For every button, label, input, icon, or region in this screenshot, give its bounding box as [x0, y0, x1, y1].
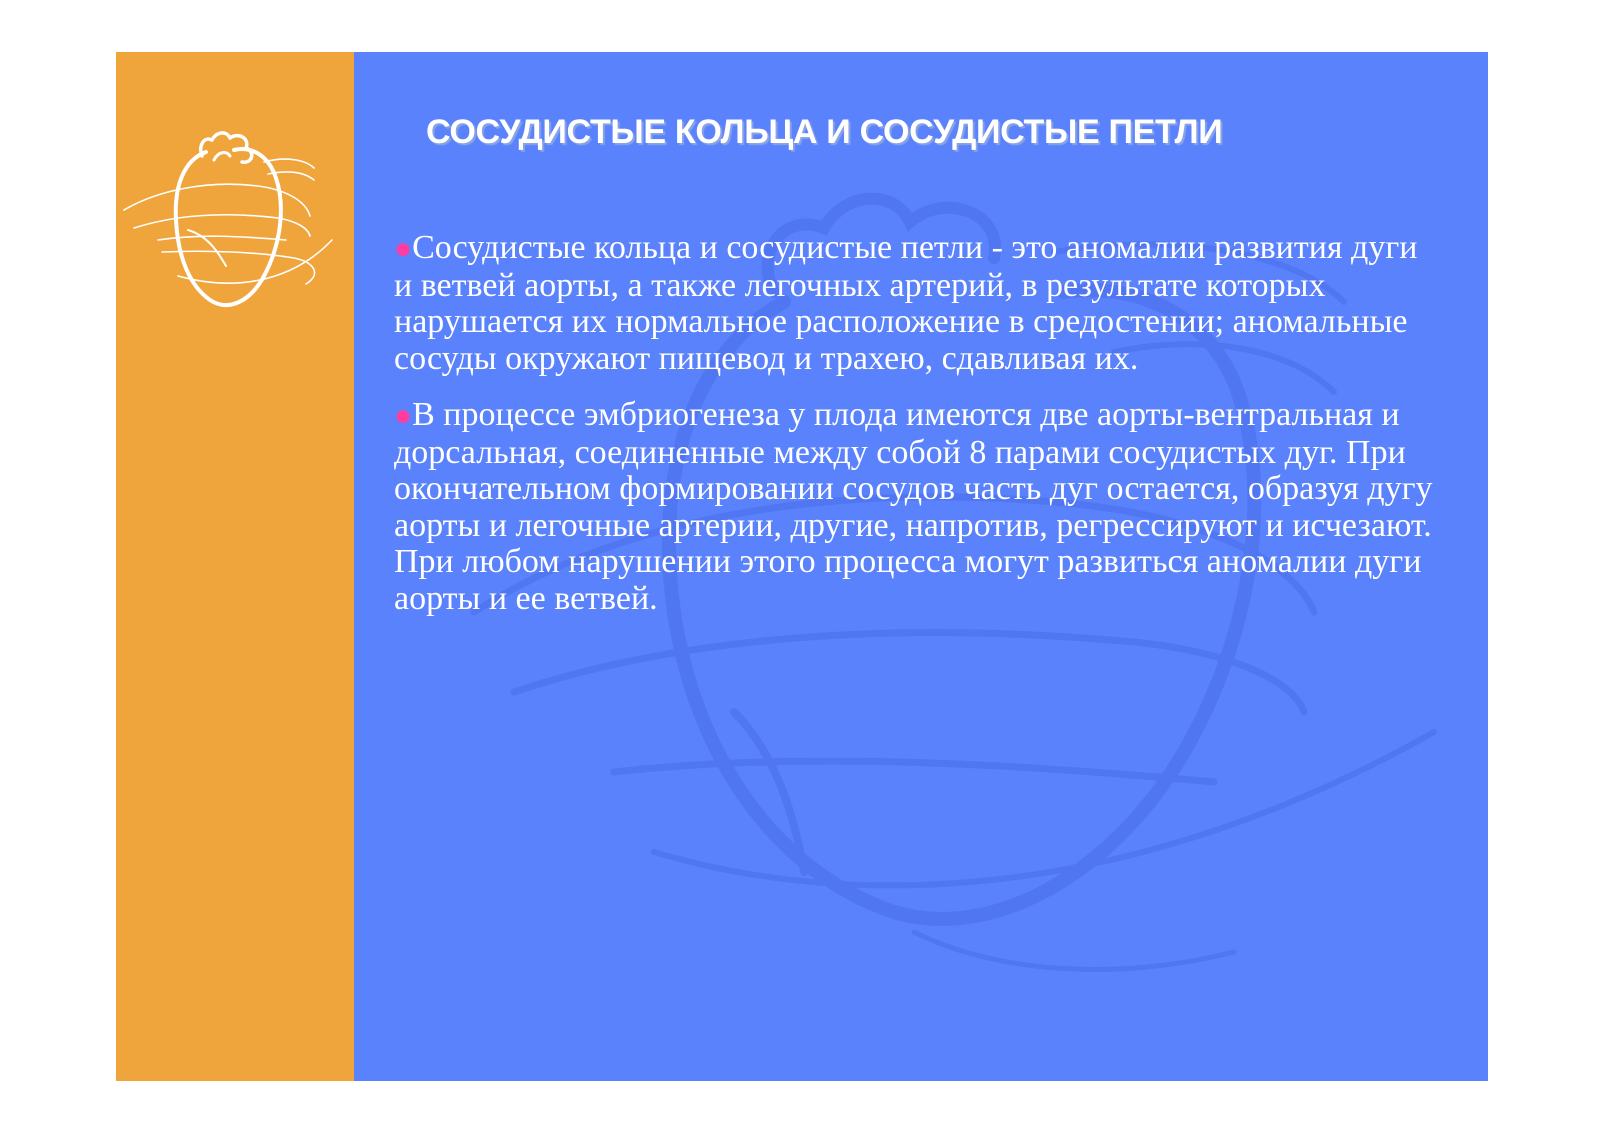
slide-title: СОСУДИСТЫЕ КОЛЬЦА И СОСУДИСТЫЕ ПЕТЛИ: [426, 113, 1223, 151]
side-panel: [116, 52, 354, 1081]
paragraph-1: [394, 230, 1434, 377]
paragraph-2-text: В процессе эмбриогенеза у плода имеются две аорты-вентральная и дорсальная, соединенные между собой 8 парами сосудистых дуг. При окончательном формировании сосудов часть дуг остается, образуя дугу аорты и легочные артерии, другие, напротив, регрессируют и исчезают. При любом нарушении этого процесса могут развиться аномалии дуги аорты и ее ветвей.: [394, 396, 1433, 617]
paragraph-2: [394, 397, 1434, 617]
slide: [116, 52, 1488, 1081]
slide-body: [394, 230, 1434, 637]
bullet-icon: ●: [394, 232, 413, 265]
bullet-icon: ●: [394, 399, 413, 432]
paragraph-1-text: Сосудистые кольца и сосудистые петли - это аномалии развития дуги и ветвей аорты, а также легочных артерий, в результате которых нарушается их нормальное расположение в средостении; аномальные сосуды окружают пищевод и трахею, сдавливая их.: [394, 229, 1418, 377]
heart-outline-icon: [118, 90, 354, 330]
